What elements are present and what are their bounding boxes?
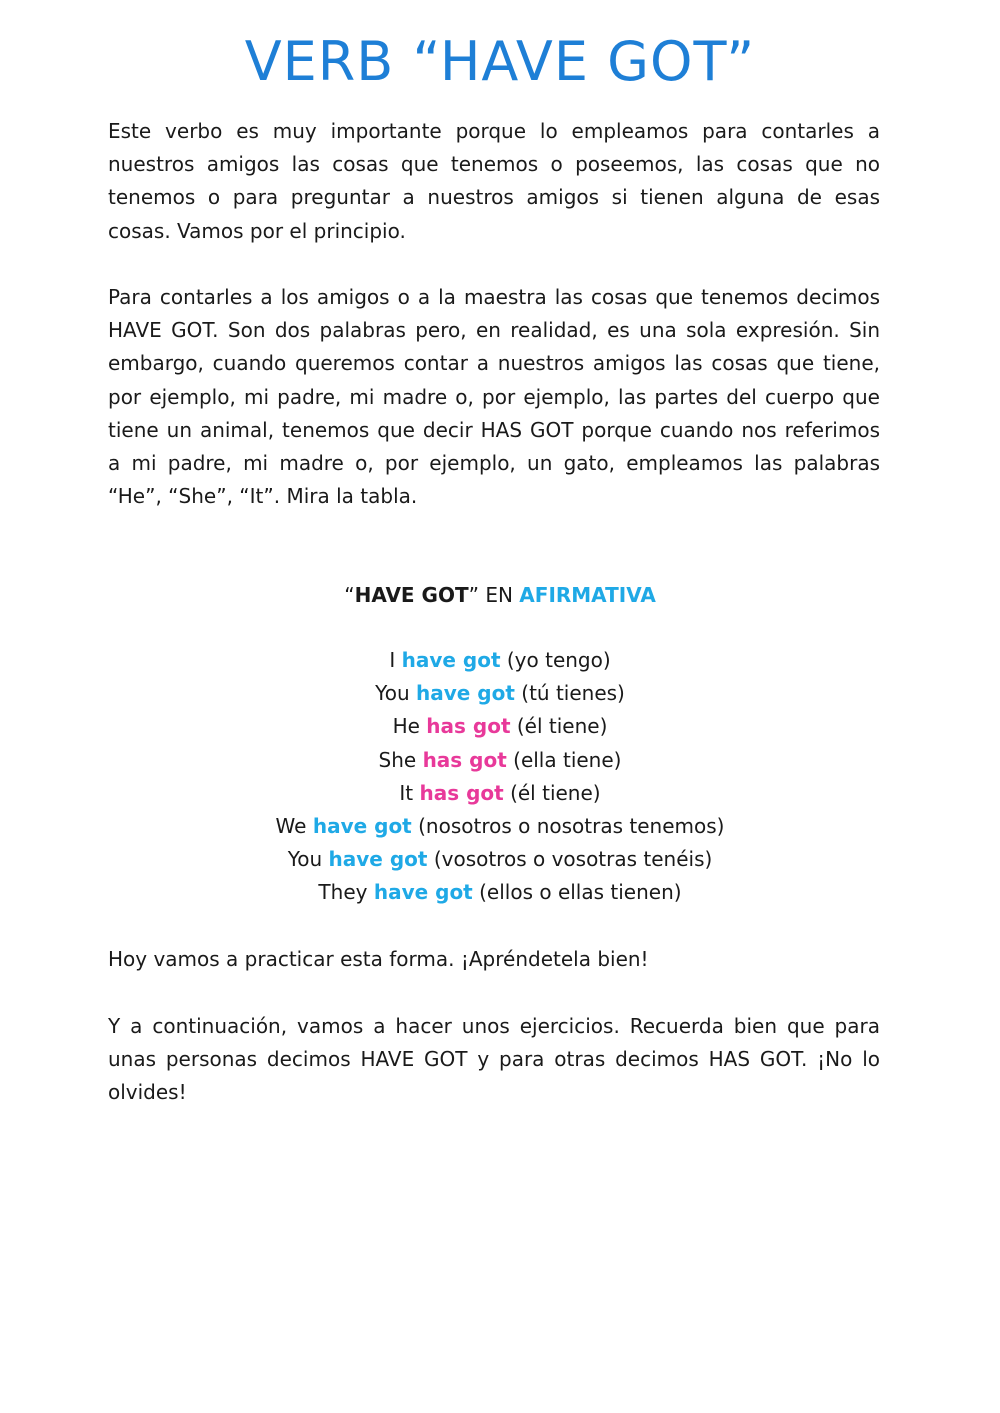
have-got-verb: have got xyxy=(312,814,412,839)
has-got-verb: has got xyxy=(426,714,511,739)
intro-paragraph: Este verbo es muy importante porque lo empleamos para contarles a nuestros amigos las cosas que tenemos o poseemos, las cosas que no tenemos o para preguntar a nuestros amigos si tienen alguna de esas cosas. Vamos por el principio. xyxy=(108,119,880,243)
pronoun: We xyxy=(275,814,307,839)
conjugation-table xyxy=(0,644,1000,910)
has-got-verb: has got xyxy=(419,780,504,805)
heading-connector: ” EN xyxy=(468,583,520,607)
translation: (tú tienes) xyxy=(521,681,625,706)
pronoun: It xyxy=(399,780,414,805)
pronoun: She xyxy=(378,747,417,772)
heading-mode: AFIRMATIVA xyxy=(519,583,656,607)
conjugation-row xyxy=(0,810,1000,843)
translation: (ella tiene) xyxy=(513,747,622,772)
have-got-verb: have got xyxy=(328,847,428,872)
section-heading xyxy=(0,579,1000,612)
pronoun: I xyxy=(389,648,396,672)
translation: (él tiene) xyxy=(510,780,601,805)
have-got-verb: have got xyxy=(415,681,515,706)
conjugation-row xyxy=(0,644,1000,677)
pronoun: He xyxy=(392,714,420,739)
pronoun: You xyxy=(287,847,323,872)
heading-phrase: HAVE GOT xyxy=(354,583,469,607)
translation: (yo tengo) xyxy=(506,648,611,672)
conjugation-row xyxy=(0,777,1000,810)
conjugation-row xyxy=(0,744,1000,777)
translation: (ellos o ellas tienen) xyxy=(479,880,682,905)
exercise-paragraph: Y a continuación, vamos a hacer unos ejercicios. Recuerda bien que para unas personas decimos HAVE GOT y para otras decimos HAS GOT. ¡No lo olvides! xyxy=(108,1014,880,1105)
conjugation-row xyxy=(0,843,1000,876)
conjugation-row xyxy=(0,677,1000,710)
conjugation-row xyxy=(0,710,1000,743)
pronoun: They xyxy=(318,880,368,905)
explanation-paragraph: Para contarles a los amigos o a la maestra las cosas que tenemos decimos HAVE GOT. Son dos palabras pero, en realidad, es una sola expresión. Sin embargo, cuando queremos contar a nuestros amigos las cosas que tiene, por ejemplo, mi padre, mi madre o, por ejemplo, las partes del cuerpo que tiene un animal, tenemos que decir HAS GOT porque cuando nos referimos a mi padre, mi madre o, por ejemplo, un gato, empleamos las palabras “He”, “She”, “It”. Mira la tabla. xyxy=(108,285,880,509)
has-got-verb: has got xyxy=(422,747,507,772)
conjugation-row xyxy=(0,876,1000,909)
page-title: VERB “HAVE GOT” xyxy=(244,30,756,93)
translation: (nosotros o nosotras tenemos) xyxy=(418,814,725,839)
translation: (vosotros o vosotras tenéis) xyxy=(433,847,713,872)
pronoun: You xyxy=(375,681,410,706)
have-got-verb: have got xyxy=(373,880,473,905)
have-got-verb: have got xyxy=(401,648,501,672)
translation: (él tiene) xyxy=(516,714,608,739)
practice-paragraph: Hoy vamos a practicar esta forma. ¡Apréndetela bien! xyxy=(108,947,649,971)
heading-open-quote: “ xyxy=(344,583,355,607)
